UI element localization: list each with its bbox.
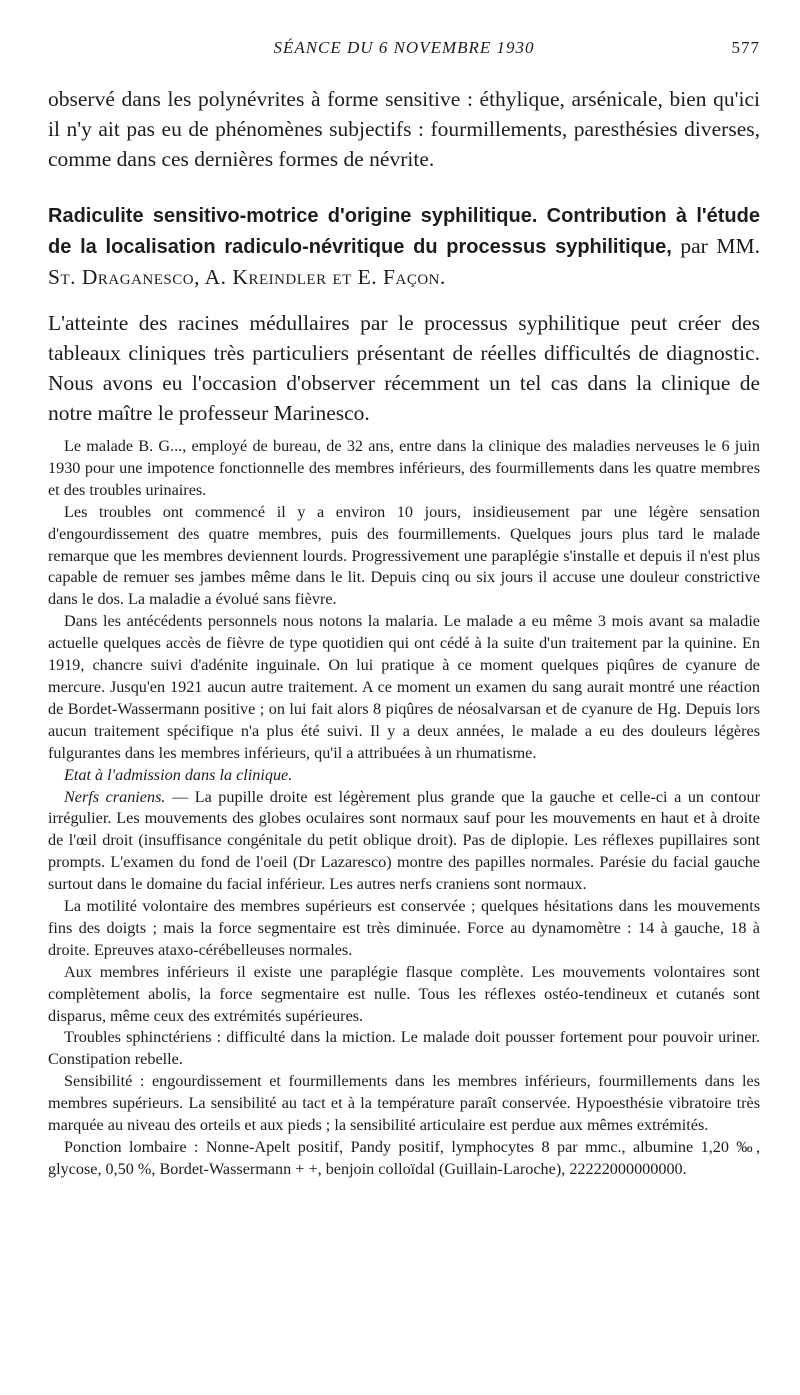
case-paragraph: Sensibilité : engourdissement et fourmillements dans les membres inférieurs, fourmillements dans les membres supérieurs. La sensibilité au tact et à la température paraît conservée. Hypoesthésie vibratoire très marquée au niveau des orteils et aux pieds ; la sensibilité articulaire est perdue aux mêmes extrémités. [48, 1072, 760, 1135]
article-by: par MM. [671, 234, 760, 258]
case-paragraph: Ponction lombaire : Nonne-Apelt positif, Pandy positif, lymphocytes 8 par mmc., albumine 1,20 ‰, glycose, 0,50 %, Bordet-Wassermann + +, benjoin colloïdal (Guillain-Laroche), 22222000000000. [48, 1138, 760, 1178]
case-paragraph: Les troubles ont commencé il y a environ 10 jours, insidieusement par une légère sensation d'engourdissement des quatre membres, puis des fourmillements. Quelques jours plus tard le malade remarque que les membres deviennent lourds. Progressivement une paraplégie s'installe et depuis il n'est plus capable de remuer ses jambes même dans le lit. Depuis cinq ou six jours il accuse une douleur constrictive dans le dos. La maladie a évolué sans fièvre. [48, 502, 760, 609]
intro-text: L'atteinte des racines médullaires par le processus syphilitique peut créer des tableaux cliniques très particuliers présentant de réelles difficultés de diagnostic. Nous avons eu l'occasion d'observer récemment un tel cas dans la clinique de notre maître le professeur Marinesco. [48, 311, 760, 425]
state-heading: Etat à l'admission dans la clinique. [64, 765, 293, 784]
case-paragraph: Aux membres inférieurs il existe une paraplégie flasque complète. Les mouvements volontaires sont complètement abolis, la force segmentaire est nulle. Tous les réflexes ostéo-tendineux et cutanés sont disparus, même ceux des extrémités supérieures. [48, 962, 760, 1025]
case-paragraph: La motilité volontaire des membres supérieurs est conservée ; quelques hésitations dans les mouvements fins des doigts ; mais la force segmentaire est très diminuée. Force au dynamomètre : 14 à gauche, 18 à droite. Epreuves ataxo-cérébelleuses normales. [48, 897, 760, 959]
article-heading [48, 200, 760, 292]
article-authors: St. Draganesco, A. Kreindler et E. Façon. [48, 265, 446, 289]
case-paragraph: Troubles sphinctériens : difficulté dans la miction. Le malade doit pousser fortement pour pouvoir uriner. Constipation rebelle. [48, 1028, 760, 1069]
cranial-nerves-paragraph [48, 787, 760, 897]
cranial-nerves-text: — La pupille droite est légèrement plus grande que la gauche et celle-ci a un contour irrégulier. Les mouvements des globes oculaires sont normaux sauf pour les mouvements en haut et à droite de l'œil droit (insuffisance congénitale du petit oblique droit). Pas de diplopie. Les réflexes pupillaires sont prompts. L'examen du fond de l'oeil (Dr Lazaresco) montre des papilles normales. Parésie du facial gauche surtout dans le domaine du facial inférieur. Les autres nerfs craniens sont normaux. [48, 787, 760, 894]
continuation-paragraph [48, 84, 760, 174]
case-report [48, 436, 760, 1181]
cranial-nerves-label: Nerfs craniens. [64, 787, 166, 806]
article-title: Radiculite sensitivo-motrice d'origine syphilitique. Contribution à l'étude de la localisation radiculo-névritique du processus syphilitique, [48, 205, 760, 258]
case-paragraph: Dans les antécédents personnels nous notons la malaria. Le malade a eu même 3 mois avant sa maladie actuelle quelques accès de fièvre de type quotidien qui ont cédé à la suite d'un traitement par la quinine. En 1919, chancre suivi d'adénite inguinale. On lui pratique à ce moment quelques piqûres de cyanure de mercure. Jusqu'en 1921 aucun autre traitement. A ce moment un examen du sang aurait montré une réaction de Bordet-Wassermann positive ; on lui fait alors 8 piqûres de néosalvarsan et de cyanure de Hg. Depuis lors aucun traitement spécifique n'a plus été suivi. Il y a deux années, le malade a eu des douleurs légères fulgurantes dans les membres inférieurs, qu'il a attribuées à un rhumatisme. [48, 612, 760, 762]
page [48, 38, 760, 1181]
running-head [48, 38, 760, 62]
continuation-text: observé dans les polynévrites à forme sensitive : éthylique, arsénicale, bien qu'ici il n'y ait pas eu de phénomènes subjectifs : fourmillements, paresthésies diverses, comme dans ces dernières formes de névrite. [48, 87, 760, 171]
running-title: SÉANCE DU 6 NOVEMBRE 1930 [273, 38, 535, 57]
case-paragraph: Le malade B. G..., employé de bureau, de 32 ans, entre dans la clinique des maladies nerveuses le 6 juin 1930 pour une impotence fonctionnelle des membres inférieurs, des fourmillements dans les quatre membres et des troubles urinaires. [48, 437, 760, 499]
page-number: 577 [731, 38, 760, 57]
intro-paragraph [48, 308, 760, 428]
